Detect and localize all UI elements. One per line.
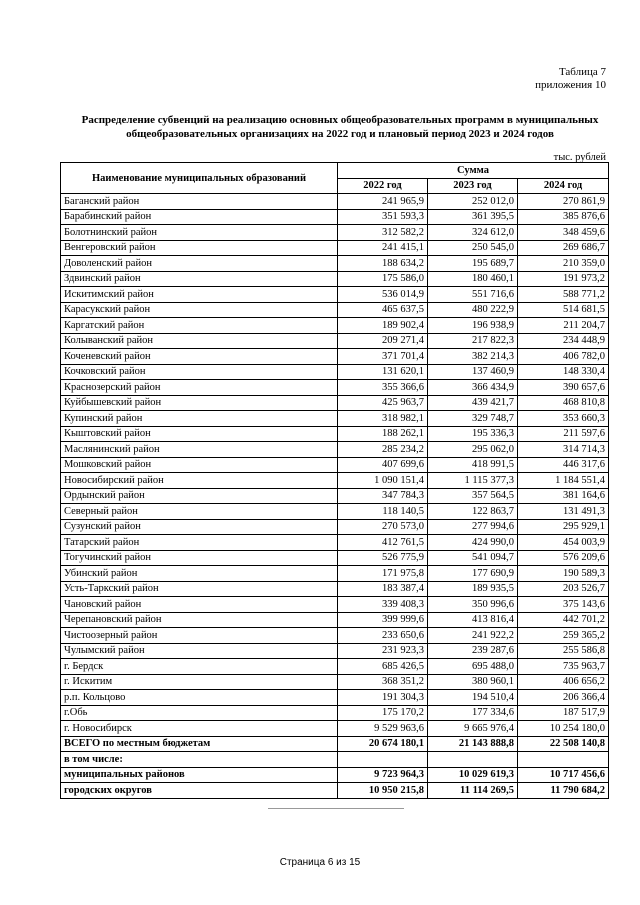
row-value-2022: 536 014,9: [338, 287, 428, 303]
table-row: [61, 209, 609, 225]
row-value-2024: 211 204,7: [518, 318, 609, 334]
row-value-2023: 250 545,0: [428, 240, 518, 256]
row-value-2023: 551 716,6: [428, 287, 518, 303]
row-value-2022: 9 529 963,6: [338, 721, 428, 737]
row-value-2024: 191 973,2: [518, 271, 609, 287]
row-value-2024: 514 681,5: [518, 302, 609, 318]
row-value-2023: 357 564,5: [428, 488, 518, 504]
row-value-2024: 255 586,8: [518, 643, 609, 659]
document-title: [60, 113, 620, 141]
table-row: [61, 364, 609, 380]
row-value-2024: 210 359,0: [518, 256, 609, 272]
row-name: Новосибирский район: [61, 473, 338, 489]
table-row: [61, 659, 609, 675]
table-row: [61, 488, 609, 504]
row-name: Венгеровский район: [61, 240, 338, 256]
row-value-2024: 588 771,2: [518, 287, 609, 303]
row-value-2024: 353 660,3: [518, 411, 609, 427]
subtotal-row: [61, 767, 609, 783]
table-row: [61, 705, 609, 721]
table-row: [61, 504, 609, 520]
row-name: Черепановский район: [61, 612, 338, 628]
column-header-2024: 2024 год: [518, 178, 609, 194]
row-value-2024: 269 686,7: [518, 240, 609, 256]
row-value-2022: 351 593,3: [338, 209, 428, 225]
row-name: Краснозерский район: [61, 380, 338, 396]
row-value-2024: 348 459,6: [518, 225, 609, 241]
row-name: г. Бердск: [61, 659, 338, 675]
table-caption: [535, 66, 606, 92]
title-line-2: общеобразовательных организациях на 2022 год и плановый период 2023 и 2024 годов: [126, 128, 554, 140]
table-row: [61, 581, 609, 597]
row-value-2022: 1 090 151,4: [338, 473, 428, 489]
row-name: Куйбышевский район: [61, 395, 338, 411]
table-row: [61, 566, 609, 582]
row-value-2023: 195 336,3: [428, 426, 518, 442]
row-value-2023: 277 994,6: [428, 519, 518, 535]
row-value-2022: 241 965,9: [338, 194, 428, 210]
row-value-2022: 175 586,0: [338, 271, 428, 287]
row-value-2023: 122 863,7: [428, 504, 518, 520]
row-value-2024: 446 317,6: [518, 457, 609, 473]
row-value-2023: 241 922,2: [428, 628, 518, 644]
row-name: муниципальных районов: [61, 767, 338, 783]
table-row: [61, 643, 609, 659]
row-value-2022: 233 650,6: [338, 628, 428, 644]
row-name: Здвинский район: [61, 271, 338, 287]
row-value-2024: 203 526,7: [518, 581, 609, 597]
row-value-2024: 1 184 551,4: [518, 473, 609, 489]
table-row: [61, 550, 609, 566]
row-name: Каргатский район: [61, 318, 338, 334]
row-name: Болотнинский район: [61, 225, 338, 241]
row-value-2024: 295 929,1: [518, 519, 609, 535]
table-row: [61, 612, 609, 628]
row-value-2024: 211 597,6: [518, 426, 609, 442]
row-value-2023: 239 287,6: [428, 643, 518, 659]
row-value-2024: 442 701,2: [518, 612, 609, 628]
row-value-2024: 11 790 684,2: [518, 783, 609, 799]
table-row: [61, 519, 609, 535]
caption-table-number: Таблица 7: [558, 66, 606, 78]
row-value-2022: 270 573,0: [338, 519, 428, 535]
row-name: Чулымский район: [61, 643, 338, 659]
row-value-2022: 355 366,6: [338, 380, 428, 396]
row-name: Северный район: [61, 504, 338, 520]
row-value-2022: 131 620,1: [338, 364, 428, 380]
row-value-2022: 526 775,9: [338, 550, 428, 566]
row-value-2023: 324 612,0: [428, 225, 518, 241]
table-row: [61, 426, 609, 442]
row-name: Татарский район: [61, 535, 338, 551]
table-row: [61, 256, 609, 272]
row-value-2024: 735 963,7: [518, 659, 609, 675]
row-value-2024: 406 782,0: [518, 349, 609, 365]
row-value-2023: 11 114 269,5: [428, 783, 518, 799]
row-value-2024: 406 656,2: [518, 674, 609, 690]
row-value-2022: 191 304,3: [338, 690, 428, 706]
row-value-2022: 189 902,4: [338, 318, 428, 334]
row-name: Тогучинский район: [61, 550, 338, 566]
row-value-2024: 314 714,3: [518, 442, 609, 458]
footnote-divider: [268, 808, 404, 809]
row-value-2022: 425 963,7: [338, 395, 428, 411]
row-name: р.п. Кольцово: [61, 690, 338, 706]
row-name: Усть-Таркский район: [61, 581, 338, 597]
table-row: [61, 333, 609, 349]
row-name: Барабинский район: [61, 209, 338, 225]
row-name: Колыванский район: [61, 333, 338, 349]
row-name: Баганский район: [61, 194, 338, 210]
row-value-2024: 270 861,9: [518, 194, 609, 210]
row-name: Купинский район: [61, 411, 338, 427]
row-value-2022: 20 674 180,1: [338, 736, 428, 752]
row-value-2022: 318 982,1: [338, 411, 428, 427]
table-row: [61, 240, 609, 256]
column-header-2022: 2022 год: [338, 178, 428, 194]
row-value-2022: 285 234,2: [338, 442, 428, 458]
row-value-2022: 371 701,4: [338, 349, 428, 365]
row-value-2022: 399 999,6: [338, 612, 428, 628]
page-number: Страница 6 из 15: [279, 857, 361, 868]
table-row: [61, 349, 609, 365]
row-value-2023: 177 690,9: [428, 566, 518, 582]
row-name: Убинский район: [61, 566, 338, 582]
row-value-2023: 10 029 619,3: [428, 767, 518, 783]
row-value-2023: 350 996,6: [428, 597, 518, 613]
row-value-2022: 188 634,2: [338, 256, 428, 272]
row-value-2023: 9 665 976,4: [428, 721, 518, 737]
row-value-2022: 175 170,2: [338, 705, 428, 721]
row-name: Доволенский район: [61, 256, 338, 272]
table-row: [61, 380, 609, 396]
row-value-2023: 418 991,5: [428, 457, 518, 473]
row-value-2024: 131 491,3: [518, 504, 609, 520]
row-value-2024: 576 209,6: [518, 550, 609, 566]
table-body: [61, 194, 609, 799]
column-header-sum: Сумма: [338, 163, 609, 179]
row-value-2022: 171 975,8: [338, 566, 428, 582]
row-value-2022: 118 140,5: [338, 504, 428, 520]
row-value-2024: 148 330,4: [518, 364, 609, 380]
table-row: [61, 395, 609, 411]
table-row: [61, 628, 609, 644]
row-name: Ордынский район: [61, 488, 338, 504]
row-value-2023: 295 062,0: [428, 442, 518, 458]
row-value-2023: 380 960,1: [428, 674, 518, 690]
row-value-2023: 366 434,9: [428, 380, 518, 396]
table-row: [61, 597, 609, 613]
row-value-2023: 361 395,5: [428, 209, 518, 225]
row-value-2023: 541 094,7: [428, 550, 518, 566]
row-value-2024: 22 508 140,8: [518, 736, 609, 752]
row-name: Искитимский район: [61, 287, 338, 303]
row-value-2022: 209 271,4: [338, 333, 428, 349]
row-value-2023: 1 115 377,3: [428, 473, 518, 489]
table-row: [61, 442, 609, 458]
row-value-2023: 695 488,0: [428, 659, 518, 675]
title-line-1: Распределение субвенций на реализацию основных общеобразовательных программ в муниципальных: [81, 114, 599, 126]
total-row: [61, 736, 609, 752]
table-row: [61, 318, 609, 334]
row-value-2024: 187 517,9: [518, 705, 609, 721]
row-value-2022: 339 408,3: [338, 597, 428, 613]
table-row: [61, 473, 609, 489]
row-value-2023: 413 816,4: [428, 612, 518, 628]
row-value-2024: 190 589,3: [518, 566, 609, 582]
row-value-2023: 329 748,7: [428, 411, 518, 427]
table-row: [61, 535, 609, 551]
row-value-2023: 195 689,7: [428, 256, 518, 272]
row-value-2022: 9 723 964,3: [338, 767, 428, 783]
including-row: [61, 752, 609, 768]
table-row: [61, 674, 609, 690]
row-name: г. Новосибирск: [61, 721, 338, 737]
row-value-2023: 382 214,3: [428, 349, 518, 365]
row-value-2022: 241 415,1: [338, 240, 428, 256]
table-row: [61, 721, 609, 737]
table-row: [61, 302, 609, 318]
row-value-2023: 21 143 888,8: [428, 736, 518, 752]
row-value-2022: 10 950 215,8: [338, 783, 428, 799]
row-name: Сузунский район: [61, 519, 338, 535]
row-value-2023: 217 822,3: [428, 333, 518, 349]
row-value-2023: 137 460,9: [428, 364, 518, 380]
row-name: Карасукский район: [61, 302, 338, 318]
table-row: [61, 271, 609, 287]
row-value-2023: 177 334,6: [428, 705, 518, 721]
row-name: Чановский район: [61, 597, 338, 613]
row-name: Маслянинский район: [61, 442, 338, 458]
row-value-2023: 480 222,9: [428, 302, 518, 318]
table-row: [61, 690, 609, 706]
row-name: ВСЕГО по местным бюджетам: [61, 736, 338, 752]
row-value-2024: 468 810,8: [518, 395, 609, 411]
empty-cell: [428, 752, 518, 768]
row-name: Кыштовский район: [61, 426, 338, 442]
column-header-2023: 2023 год: [428, 178, 518, 194]
row-value-2024: 375 143,6: [518, 597, 609, 613]
including-label: в том числе:: [61, 752, 338, 768]
row-name: Мошковский район: [61, 457, 338, 473]
row-value-2023: 424 990,0: [428, 535, 518, 551]
subtotal-row: [61, 783, 609, 799]
row-name: Коченевский район: [61, 349, 338, 365]
row-value-2022: 465 637,5: [338, 302, 428, 318]
row-name: г. Искитим: [61, 674, 338, 690]
row-value-2024: 206 366,4: [518, 690, 609, 706]
row-value-2022: 188 262,1: [338, 426, 428, 442]
subsidy-table: [60, 162, 609, 799]
table-row: [61, 225, 609, 241]
empty-cell: [518, 752, 609, 768]
table-row: [61, 411, 609, 427]
empty-cell: [338, 752, 428, 768]
row-name: Чистоозерный район: [61, 628, 338, 644]
units-label: тыс. рублей: [553, 152, 606, 163]
row-value-2023: 180 460,1: [428, 271, 518, 287]
row-name: Кочковский район: [61, 364, 338, 380]
row-value-2024: 390 657,6: [518, 380, 609, 396]
row-value-2023: 189 935,5: [428, 581, 518, 597]
row-value-2022: 183 387,4: [338, 581, 428, 597]
column-header-name: Наименование муниципальных образований: [61, 163, 338, 194]
row-value-2023: 194 510,4: [428, 690, 518, 706]
row-value-2024: 10 254 180,0: [518, 721, 609, 737]
table-row: [61, 457, 609, 473]
row-value-2023: 252 012,0: [428, 194, 518, 210]
row-name: городских округов: [61, 783, 338, 799]
row-value-2022: 347 784,3: [338, 488, 428, 504]
row-value-2022: 407 699,6: [338, 457, 428, 473]
row-value-2024: 381 164,6: [518, 488, 609, 504]
table-row: [61, 287, 609, 303]
row-value-2023: 439 421,7: [428, 395, 518, 411]
row-value-2024: 234 448,9: [518, 333, 609, 349]
row-value-2022: 368 351,2: [338, 674, 428, 690]
row-name: г.Обь: [61, 705, 338, 721]
row-value-2023: 196 938,9: [428, 318, 518, 334]
row-value-2024: 385 876,6: [518, 209, 609, 225]
row-value-2022: 685 426,5: [338, 659, 428, 675]
row-value-2022: 412 761,5: [338, 535, 428, 551]
table-row: [61, 194, 609, 210]
row-value-2022: 312 582,2: [338, 225, 428, 241]
row-value-2022: 231 923,3: [338, 643, 428, 659]
row-value-2024: 454 003,9: [518, 535, 609, 551]
caption-appendix: приложения 10: [535, 79, 606, 91]
row-value-2024: 259 365,2: [518, 628, 609, 644]
row-value-2024: 10 717 456,6: [518, 767, 609, 783]
